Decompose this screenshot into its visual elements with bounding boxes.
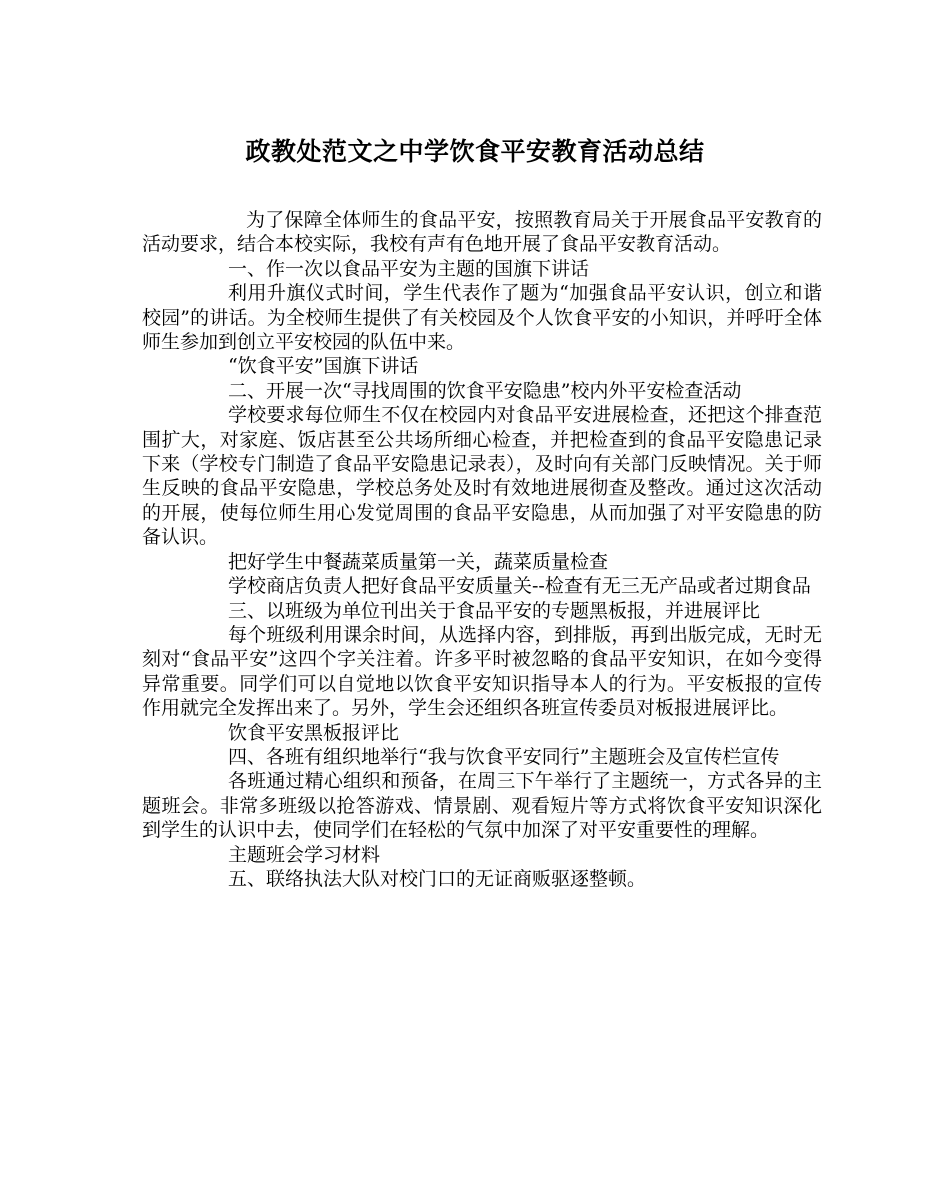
- caption-5: 主题班会学习材料: [228, 843, 381, 866]
- paragraph-3: 每个班级利用课余时间，从选择内容，到排版，再到出版完成，无时无刻对“食品平安”这四个字关注着。许多平时被忽略的食品平安知识，在如今变得异常重要。同学们可以自觉地以饮食平安知识指导本人的行为。平安板报的宣传作用就完全发挥出来了。另外，学生会还组织各班宣传委员对板报进展评比。: [142, 623, 822, 720]
- section-heading-1: 一、作一次以食品平安为主题的国旗下讲话: [228, 257, 590, 280]
- document-body: [142, 208, 822, 891]
- caption-3: 学校商店负责人把好食品平安质量关--检查有无三无产品或者过期食品: [228, 575, 811, 598]
- caption-2: 把好学生中餐蔬菜质量第一关，蔬菜质量检查: [228, 550, 609, 573]
- document-title: 政教处范文之中学饮食平安教育活动总结: [245, 137, 705, 166]
- section-heading-3: 三、以班级为单位刊出关于食品平安的专题黑板报，并进展评比: [228, 599, 761, 622]
- section-heading-5: 五、联络执法大队对校门口的无证商贩驱逐整顿。: [228, 867, 647, 890]
- caption-4: 饮食平安黑板报评比: [228, 721, 400, 744]
- section-heading-2: 二、开展一次“寻找周围的饮食平安隐患”校内外平安检查活动: [228, 379, 742, 402]
- paragraph-4: 各班通过精心组织和预备，在周三下午举行了主题统一，方式各异的主题班会。非常多班级以抢答游戏、情景剧、观看短片等方式将饮食平安知识深化到学生的认识中去，使同学们在轻松的气氛中加深了对平安重要性的理解。: [142, 770, 822, 842]
- paragraph-1: 利用升旗仪式时间，学生代表作了题为“加强食品平安认识，创立和谐校园”的讲话。为全校师生提供了有关校园及个人饮食平安的小知识，并呼吁全体师生参加到创立平安校园的队伍中来。: [142, 282, 822, 354]
- paragraph-2: 学校要求每位师生不仅在校园内对食品平安进展检查，还把这个排查范围扩大，对家庭、饭店甚至公共场所细心检查，并把检查到的食品平安隐患记录下来（学校专门制造了食品平安隐患记录表），及时向有关部门反映情况。关于师生反映的食品平安隐患，学校总务处及时有效地进展彻查及整改。通过这次活动的开展，使每位师生用心发觉周围的食品平安隐患，从而加强了对平安隐患的防备认识。: [142, 404, 822, 549]
- section-heading-4: 四、各班有组织地举行“我与饮食平安同行”主题班会及宣传栏宣传: [228, 745, 780, 768]
- caption-1: “饮食平安”国旗下讲话: [228, 355, 419, 378]
- paragraph-intro: 为了保障全体师生的食品平安，按照教育局关于开展食品平安教育的活动要求，结合本校实际，我校有声有色地开展了食品平安教育活动。: [142, 209, 822, 256]
